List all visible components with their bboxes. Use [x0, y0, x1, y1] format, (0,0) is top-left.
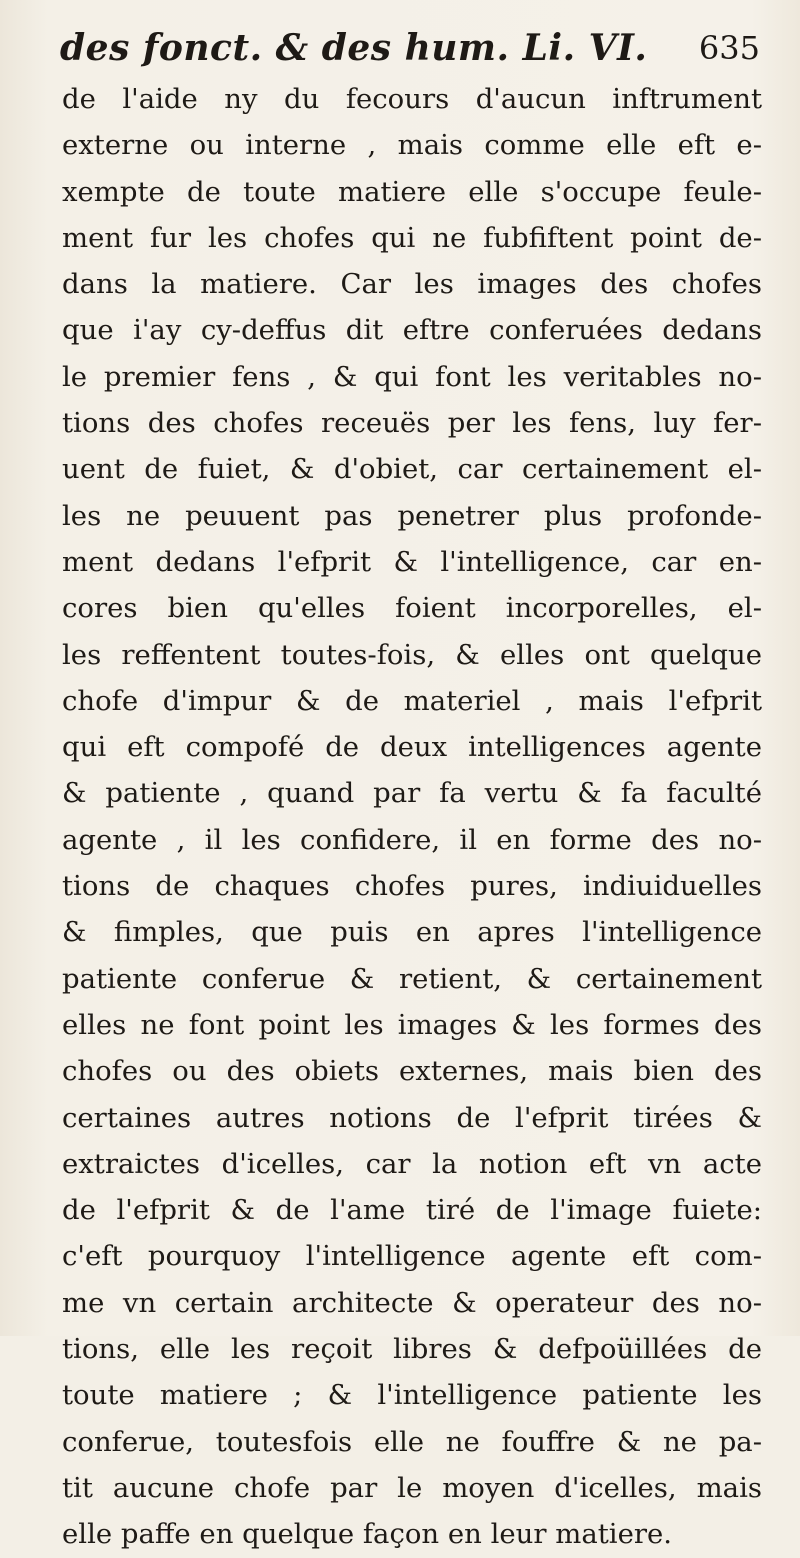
text-line: uent de fuiet, & d'obiet, car certainement el-	[62, 453, 762, 486]
text-line: chofe d'impur & de materiel , mais l'efprit	[62, 684, 762, 717]
page-number: 635	[698, 29, 760, 67]
page-header	[60, 18, 760, 78]
text-line: de l'aide ny du fecours d'aucun inftrument	[62, 83, 762, 115]
text-line: que i'ay cy-deffus dit eftre conferuées dedans	[62, 314, 762, 347]
text-line: elles ne font point les images & les formes des	[62, 1008, 762, 1041]
text-line: le premier fens , & qui font les veritables no-	[62, 360, 762, 393]
text-line: de l'efprit & de l'ame tiré de l'image fuiete:	[62, 1194, 762, 1227]
text-line: conferue, toutesfois elle ne fouffre & ne pa-	[62, 1425, 762, 1458]
text-line: tit aucune chofe par le moyen d'icelles, mais	[62, 1471, 762, 1504]
text-line: & patiente , quand par fa vertu & fa faculté	[62, 777, 762, 810]
text-line: qui eft compofé de deux intelligences agente	[62, 731, 762, 764]
text-line: ment dedans l'efprit & l'intelligence, car en-	[62, 545, 762, 578]
text-line: tions des chofes receuës per les fens, luy fer-	[62, 407, 762, 440]
text-line: & fimples, que puis en apres l'intelligence	[62, 916, 762, 949]
text-line: xempte de toute matiere elle s'occupe feule-	[62, 175, 762, 208]
text-line: externe ou interne , mais comme elle eft e-	[62, 129, 762, 162]
text-line: c'eft pourquoy l'intelligence agente eft com-	[62, 1240, 762, 1273]
text-line: extraictes d'icelles, car la notion eft vn acte	[62, 1147, 762, 1180]
text-line: elle paffe en quelque façon en leur matiere.	[62, 1518, 673, 1551]
running-title: des fonct. & des hum. Li. VI.	[60, 27, 648, 69]
text-line: certaines autres notions de l'efprit tirées &	[62, 1101, 762, 1134]
text-line: ment fur les chofes qui ne fubfiftent point de-	[62, 221, 762, 254]
text-line: tions, elle les reçoit libres & defpoüillées de	[62, 1333, 762, 1366]
text-line: dans la matiere. Car les images des chofes	[62, 268, 762, 301]
text-line: patiente conferue & retient, & certainement	[62, 962, 762, 995]
text-line: cores bien qu'elles foient incorporelles, el-	[62, 592, 762, 625]
text-line: chofes ou des obiets externes, mais bien des	[62, 1055, 762, 1088]
text-line: les ne peuuent pas penetrer plus profonde-	[62, 499, 762, 532]
body-text	[62, 76, 762, 1558]
text-line: toute matiere ; & l'intelligence patiente les	[62, 1379, 762, 1412]
text-line: les reffentent toutes-fois, & elles ont quelque	[62, 638, 762, 671]
text-line: agente , il les confidere, il en forme des no-	[62, 823, 762, 856]
text-line: me vn certain architecte & operateur des no-	[62, 1286, 762, 1319]
text-line: tions de chaques chofes pures, indiuiduelles	[62, 870, 762, 903]
